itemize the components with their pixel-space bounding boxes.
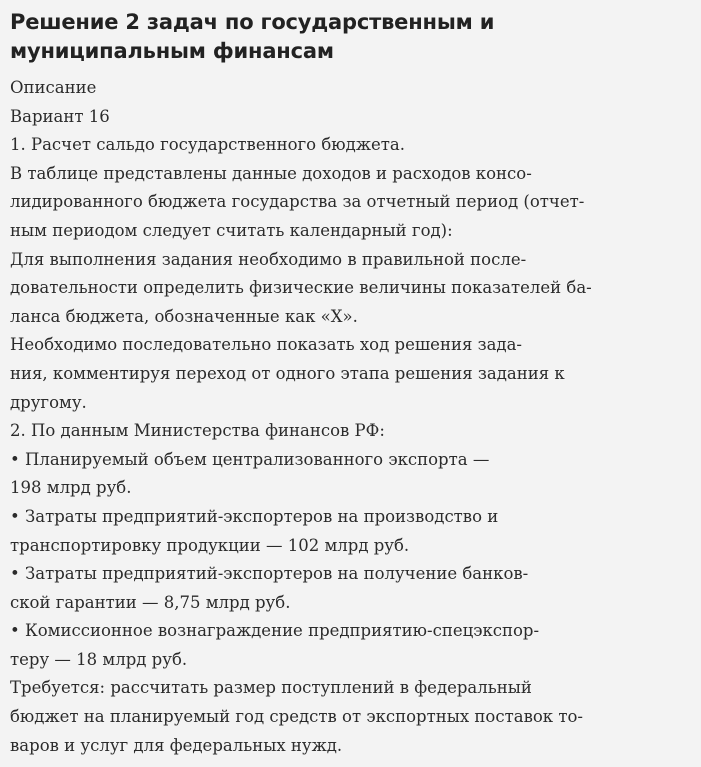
bullet-line: • Затраты предприятий-экспортеров на производство и xyxy=(10,506,499,526)
text-line: варов и услуг для федеральных нужд. xyxy=(10,735,343,755)
text-line: В таблице представлены данные доходов и расходов консо- xyxy=(10,163,532,183)
text-line: лидированного бюджета государства за отчетный период (отчет- xyxy=(10,192,585,212)
text-line: ланса бюджета, обозначенные как «Х». xyxy=(10,306,358,326)
text-line: ным периодом следует считать календарный год): xyxy=(10,220,453,240)
text-line: бюджет на планируемый год средств от экспортных поставок то- xyxy=(10,707,583,727)
bullet-line: • Комиссионное вознаграждение предприятию-спецэкспор- xyxy=(10,621,540,641)
description-label: Описание xyxy=(10,78,97,97)
document xyxy=(10,8,691,760)
bullet-line: • Планируемый объем централизованного экспорта — xyxy=(10,449,490,469)
text-line: транспортировку продукции — 102 млрд руб. xyxy=(10,535,410,555)
page-title-line-2: муниципальным финансам xyxy=(10,39,334,63)
text-line: другому. xyxy=(10,392,87,412)
bullet-line: • Затраты предприятий-экспортеров на получение банков- xyxy=(10,564,529,584)
page-title xyxy=(10,8,691,66)
variant-label: Вариант 16 xyxy=(10,106,110,126)
text-line: Требуется: рассчитать размер поступлений в федеральный xyxy=(10,678,532,698)
text-line: Необходимо последовательно показать ход решения зада- xyxy=(10,335,523,355)
text-line: 198 млрд руб. xyxy=(10,478,132,498)
text-line: ской гарантии — 8,75 млрд руб. xyxy=(10,592,291,612)
text-line: 2. По данным Министерства финансов РФ: xyxy=(10,421,385,441)
text-line: Для выполнения задания необходимо в правильной после- xyxy=(10,249,527,269)
page-title-line-1: Решение 2 задач по государственным и xyxy=(10,10,495,34)
text-line: довательности определить физические величины показателей ба- xyxy=(10,278,592,298)
text-line: ния, комментируя переход от одного этапа решения задания к xyxy=(10,363,565,383)
text-line: 1. Расчет сальдо государственного бюджета. xyxy=(10,135,405,155)
description-text xyxy=(10,131,691,760)
text-line: теру — 18 млрд руб. xyxy=(10,649,188,669)
